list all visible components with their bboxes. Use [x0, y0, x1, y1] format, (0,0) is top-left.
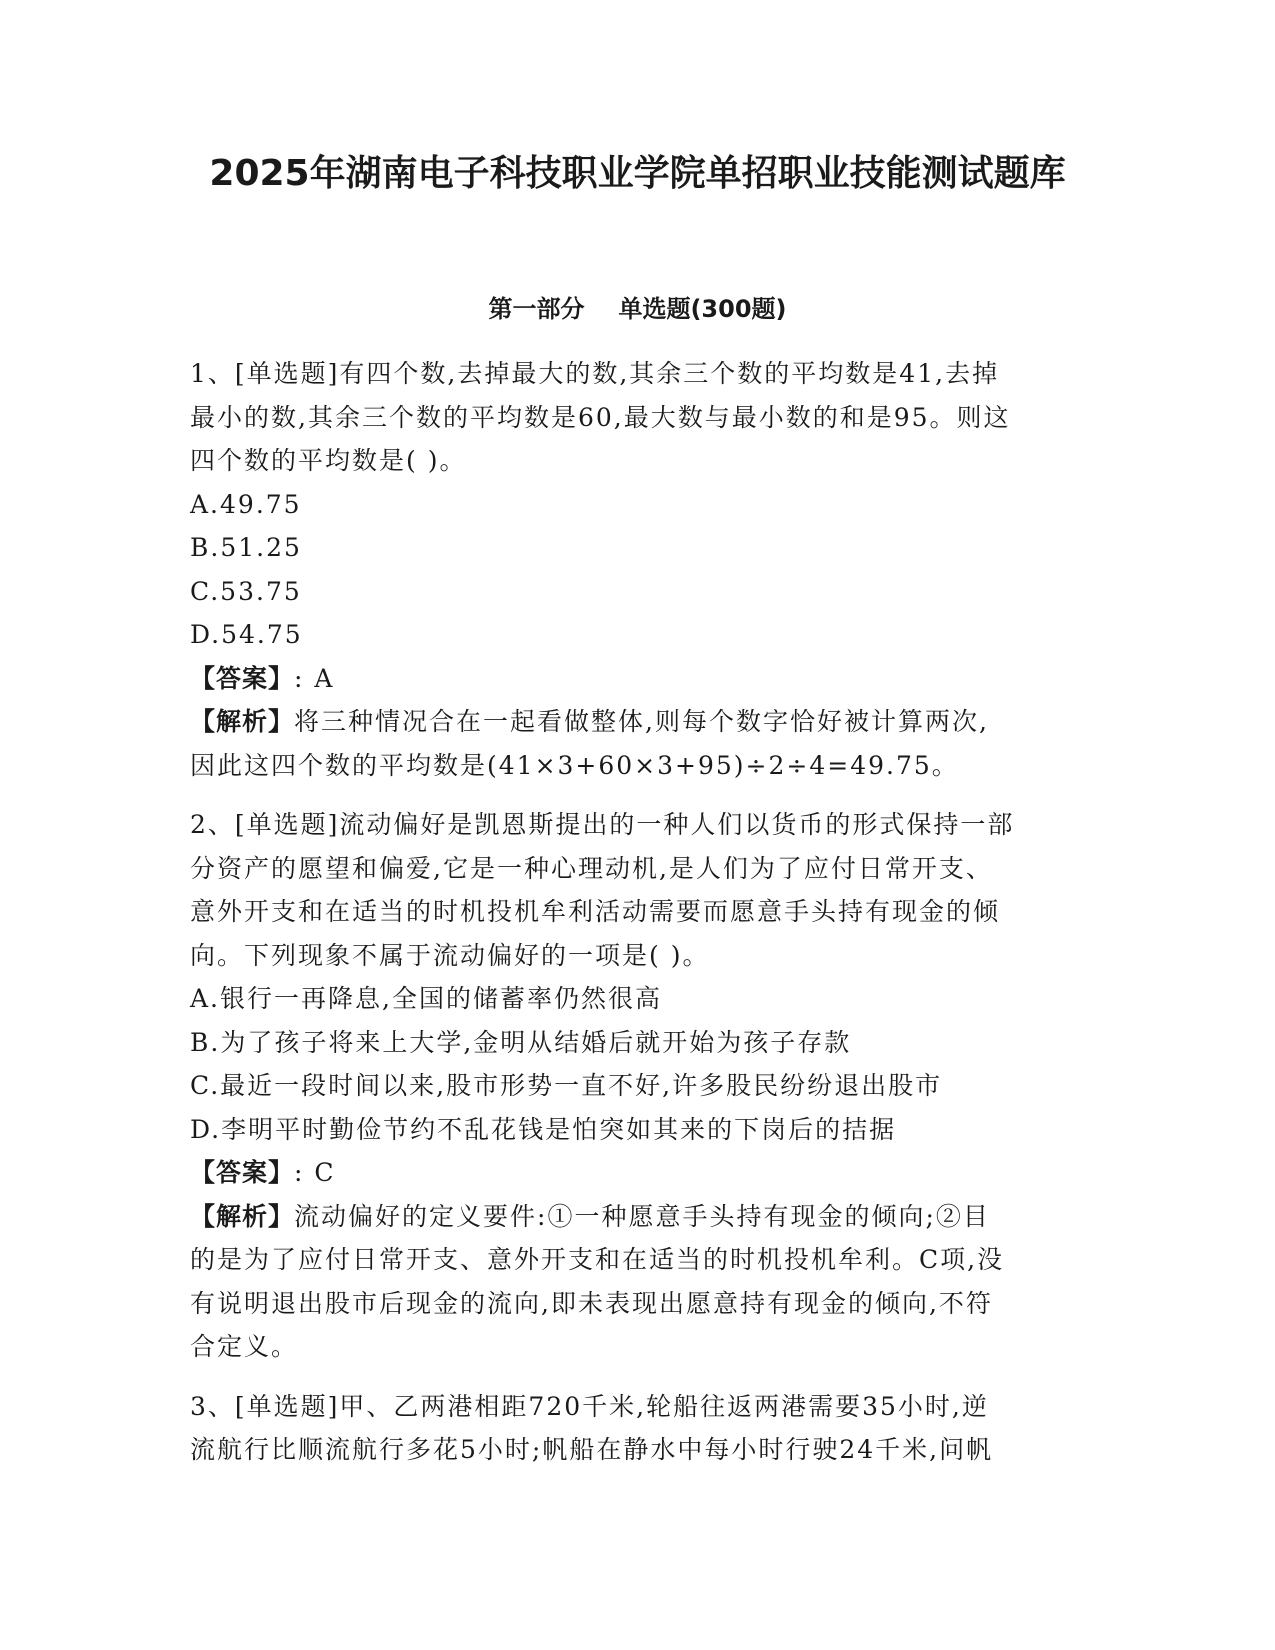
- option-d: D.54.75: [190, 620, 303, 649]
- question-stem-line: 分资产的愿望和偏爱,它是一种心理动机,是人们为了应付日常开支、: [190, 853, 993, 883]
- analysis-line: 的是为了应付日常开支、意外开支和在适当的时机投机牟利。C项,没: [190, 1245, 1005, 1274]
- answer-tag: 【答案】: [190, 663, 295, 693]
- analysis-line: 因此这四个数的平均数是(41×3+60×3+95)÷2÷4=49.75。: [190, 750, 959, 780]
- option-b: B.为了孩子将来上大学,金明从结婚后就开始为孩子存款: [190, 1027, 852, 1057]
- question-stem-line: 四个数的平均数是( )。: [190, 446, 467, 475]
- section-name: 单选题(300题): [618, 295, 787, 323]
- option-a: A.49.75: [190, 489, 302, 519]
- question-stem-line: 最小的数,其余三个数的平均数是60,最大数与最小数的和是95。则这: [190, 402, 1011, 432]
- analysis-line: [190, 700, 1080, 744]
- analysis-tag: 【解析】: [190, 1201, 295, 1231]
- question-stem-line: 3、[单选题]甲、乙两港相距720千米,轮船往返两港需要35小时,逆: [190, 1391, 989, 1421]
- answer-line: [190, 1151, 1080, 1195]
- question-stem-line: 向。下列现象不属于流动偏好的一项是( )。: [190, 940, 710, 970]
- question-list: [190, 352, 1080, 1488]
- question-stem-line: 1、[单选题]有四个数,去掉最大的数,其余三个数的平均数是41,去掉: [190, 359, 1000, 388]
- answer-tag: 【答案】: [190, 1158, 295, 1187]
- analysis-tag: 【解析】: [190, 707, 295, 736]
- question-stem-line: 意外开支和在适当的时机投机牟利活动需要而愿意手头持有现金的倾: [190, 897, 1001, 926]
- question-stem-line: 2、[单选题]流动偏好是凯恩斯提出的一种人们以货币的形式保持一部: [190, 810, 1015, 839]
- section-title: [0, 292, 1275, 326]
- analysis-text: 将三种情况合在一起看做整体,则每个数字恰好被计算两次,: [294, 707, 989, 736]
- question-stem-line: 流航行比顺流航行多花5小时;帆船在静水中每小时行驶24千米,问帆: [190, 1435, 994, 1464]
- analysis-line: 有说明退出股市后现金的流向,即未表现出愿意持有现金的倾向,不符: [190, 1288, 993, 1318]
- analysis-text: 流动偏好的定义要件:①一种愿意手头持有现金的倾向;②目: [294, 1201, 990, 1231]
- answer-value: : C: [294, 1158, 336, 1187]
- question-3: [190, 1385, 1080, 1472]
- option-c: C.最近一段时间以来,股市形势一直不好,许多股民纷纷退出股市: [190, 1071, 943, 1100]
- question-2: [190, 803, 1080, 1369]
- analysis-line: 合定义。: [190, 1332, 299, 1361]
- option-a: A.银行一再降息,全国的储蓄率仍然很高: [190, 984, 662, 1013]
- question-1: [190, 352, 1080, 787]
- option-d: D.李明平时勤俭节约不乱花钱是怕突如其来的下岗后的拮据: [190, 1114, 897, 1144]
- answer-line: [190, 657, 1080, 701]
- option-c: C.53.75: [190, 576, 302, 606]
- answer-value: : A: [294, 663, 335, 693]
- section-part: 第一部分: [488, 295, 585, 323]
- document-title: 2025年湖南电子科技职业学院单招职业技能测试题库: [209, 153, 1066, 194]
- option-b: B.51.25: [190, 533, 302, 562]
- analysis-line: [190, 1195, 1080, 1239]
